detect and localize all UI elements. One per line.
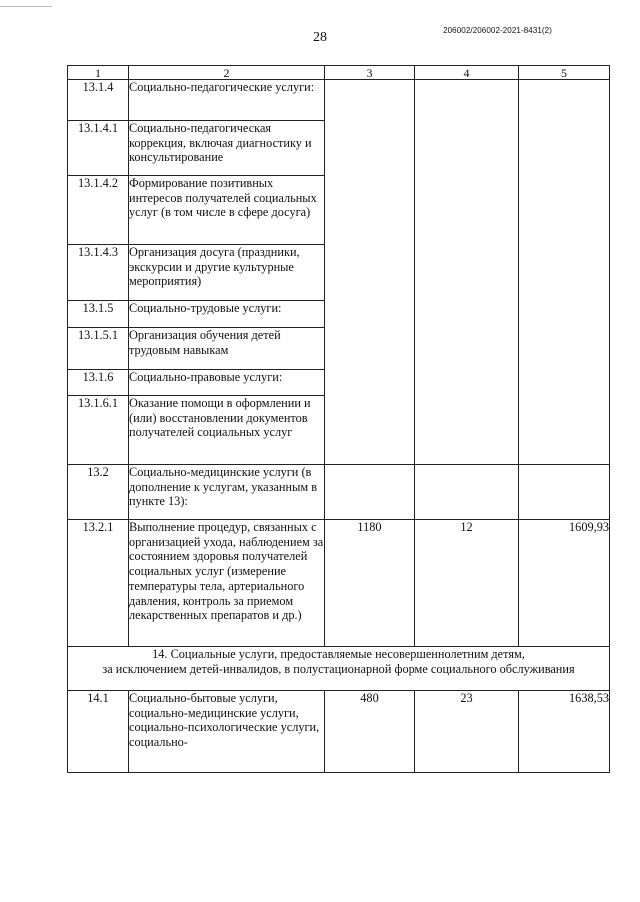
section-heading [68,647,610,691]
table-row [68,80,610,121]
row-value-col5: 1638,53 [519,691,610,773]
row-number: 13.1.6 [68,370,129,396]
row-description: Формирование позитивных интересов получателей социальных услуг (в том числе в сфере досуга) [129,176,325,245]
row-description: Организация досуга (праздники, экскурсии и другие культурные мероприятия) [129,245,325,301]
row-number: 13.1.4.1 [68,121,129,176]
row-number: 13.1.5 [68,301,129,328]
column-header-5: 5 [519,66,610,80]
page-number: 28 [313,30,327,45]
column-header-3: 3 [325,66,415,80]
row-description: Социально-педагогические услуги: [129,80,325,121]
row-description: Выполнение процедур, связанных с организацией ухода, наблюдением за состоянием здоровья получателей социальных услуг (измерение температуры тела, артериального давления, контроль за приемом лекарственных препаратов и др.) [129,520,325,647]
merged-empty-cell-col5 [519,80,610,465]
top-edge-rule [0,6,52,7]
row-number: 13.1.4.2 [68,176,129,245]
row-description: Оказание помощи в оформлении и (или) восстановлении документов получателей социальных услуг [129,396,325,465]
row-value-col4: 23 [415,691,519,773]
empty-cell-col5 [519,465,610,520]
document-id: 206002/206002-2021-8431(2) [443,26,552,35]
row-number: 13.2 [68,465,129,520]
table-row [68,691,610,773]
row-number: 14.1 [68,691,129,773]
section-heading-line-1: 14. Социальные услуги, предоставляемые несовершеннолетним детям, [152,647,525,661]
row-value-col4: 12 [415,520,519,647]
row-value-col3: 1180 [325,520,415,647]
row-description: Социально-бытовые услуги, социально-медицинские услуги, социально-психологические услуги, социально- [129,691,325,773]
row-description: Социально-медицинские услуги (в дополнение к услугам, указанным в пункте 13): [129,465,325,520]
empty-cell-col3 [325,465,415,520]
row-number: 13.2.1 [68,520,129,647]
empty-cell-col4 [415,465,519,520]
column-header-4: 4 [415,66,519,80]
row-number: 13.1.5.1 [68,328,129,370]
row-description: Социально-правовые услуги: [129,370,325,396]
row-description: Социально-трудовые услуги: [129,301,325,328]
column-header-row [68,66,610,80]
row-number: 13.1.4.3 [68,245,129,301]
column-header-2: 2 [129,66,325,80]
row-value-col3: 480 [325,691,415,773]
table-row [68,465,610,520]
services-table [67,65,610,773]
column-header-1: 1 [68,66,129,80]
row-number: 13.1.4 [68,80,129,121]
table-row [68,520,610,647]
row-value-col5: 1609,93 [519,520,610,647]
merged-empty-cell-col4 [415,80,519,465]
merged-empty-cell-col3 [325,80,415,465]
row-description: Социально-педагогическая коррекция, включая диагностику и консультирование [129,121,325,176]
row-number: 13.1.6.1 [68,396,129,465]
row-description: Организация обучения детей трудовым навыкам [129,328,325,370]
section-heading-row [68,647,610,691]
section-heading-line-2: за исключением детей-инвалидов, в полустационарной форме социального обслуживания [102,662,575,676]
